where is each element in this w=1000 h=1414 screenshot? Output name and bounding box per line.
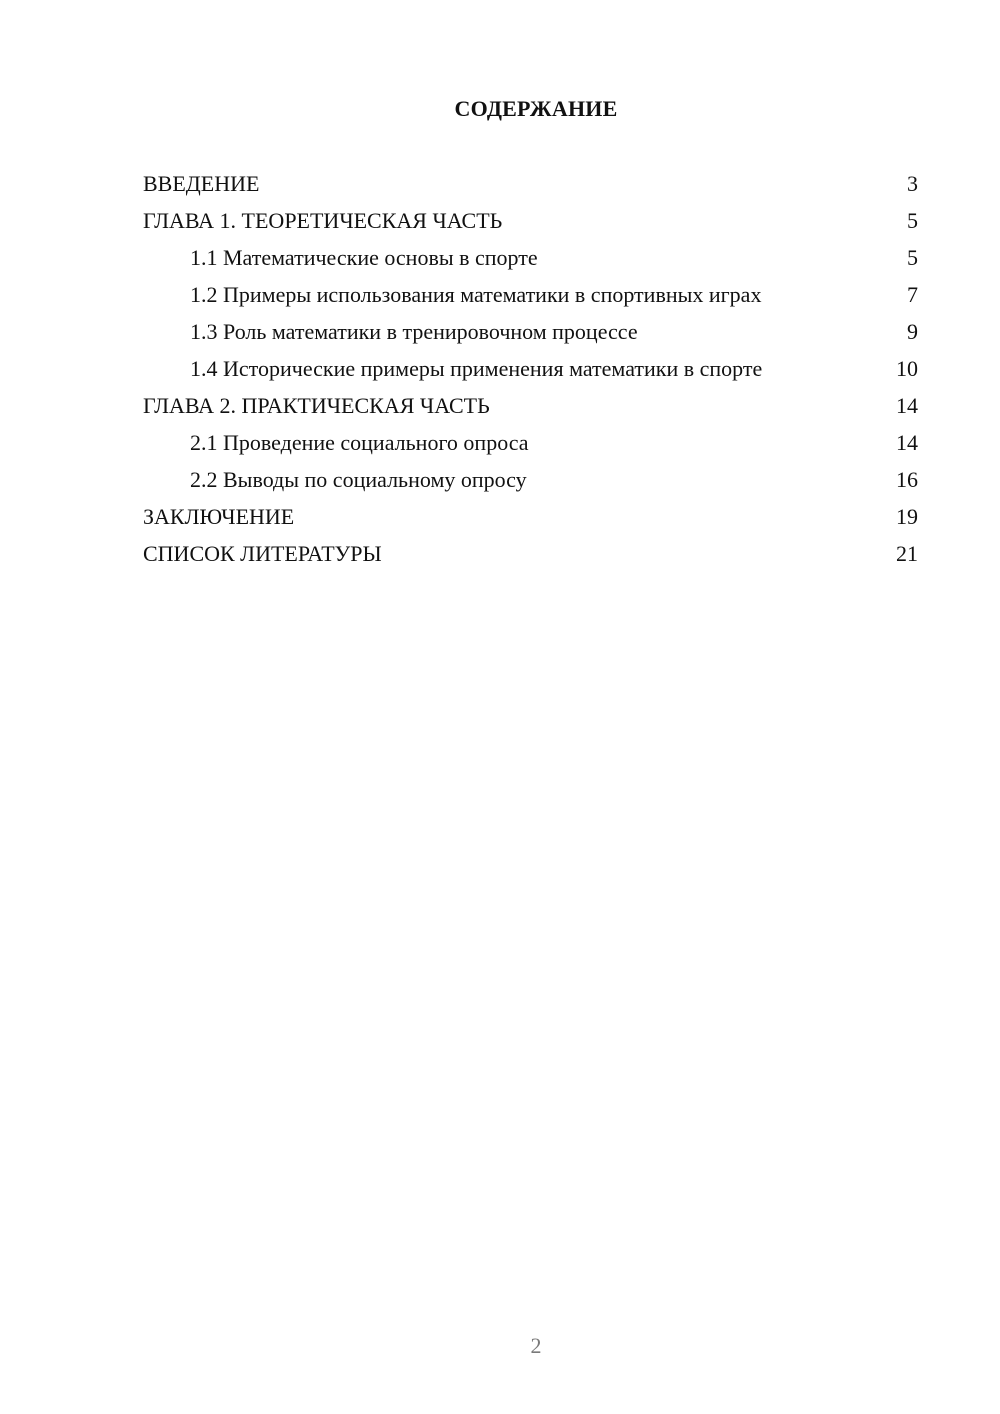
toc-entry-page: 9 bbox=[907, 319, 918, 344]
page-number: 2 bbox=[530, 1333, 542, 1358]
toc-entry-chapter-1[interactable] bbox=[143, 207, 918, 234]
toc-entry-page: 16 bbox=[896, 467, 918, 492]
page-title: СОДЕРЖАНИЕ bbox=[454, 96, 618, 121]
toc-entry-label: ЗАКЛЮЧЕНИЕ bbox=[143, 504, 295, 529]
toc-entry-label: ГЛАВА 1. ТЕОРЕТИЧЕСКАЯ ЧАСТЬ bbox=[143, 208, 503, 233]
toc-entry-page: 5 bbox=[907, 208, 918, 233]
toc-entry-label: 1.1 Математические основы в спорте bbox=[190, 245, 538, 270]
toc-entry-page: 7 bbox=[907, 282, 918, 307]
toc-entry-page: 21 bbox=[896, 541, 918, 566]
toc-entry-page: 10 bbox=[896, 356, 918, 381]
toc-entry-section-1-4[interactable] bbox=[143, 355, 918, 382]
toc-entry-introduction[interactable] bbox=[143, 170, 918, 197]
toc-entry-label: СПИСОК ЛИТЕРАТУРЫ bbox=[143, 541, 382, 566]
toc-entry-label: 1.3 Роль математики в тренировочном процессе bbox=[190, 319, 638, 344]
toc-entry-references[interactable] bbox=[143, 540, 918, 567]
toc-entry-chapter-2[interactable] bbox=[143, 392, 918, 419]
toc-entry-page: 19 bbox=[896, 504, 918, 529]
toc-entry-page: 14 bbox=[896, 393, 918, 418]
toc-entry-label: ВВЕДЕНИЕ bbox=[143, 171, 260, 196]
toc-entry-section-2-1[interactable] bbox=[143, 429, 918, 456]
toc-entry-label: ГЛАВА 2. ПРАКТИЧЕСКАЯ ЧАСТЬ bbox=[143, 393, 490, 418]
toc-entry-section-2-2[interactable] bbox=[143, 466, 918, 493]
toc-entry-page: 14 bbox=[896, 430, 918, 455]
toc-entry-label: 2.1 Проведение социального опроса bbox=[190, 430, 529, 455]
toc-entry-page: 3 bbox=[907, 171, 918, 196]
toc-entry-page: 5 bbox=[907, 245, 918, 270]
table-of-contents bbox=[143, 170, 918, 567]
toc-entry-section-1-3[interactable] bbox=[143, 318, 918, 345]
toc-entry-label: 1.4 Исторические примеры применения математики в спорте bbox=[190, 356, 763, 381]
toc-entry-conclusion[interactable] bbox=[143, 503, 918, 530]
toc-entry-label: 1.2 Примеры использования математики в спортивных играх bbox=[190, 282, 762, 307]
toc-entry-label: 2.2 Выводы по социальному опросу bbox=[190, 467, 527, 492]
toc-entry-section-1-2[interactable] bbox=[143, 281, 918, 308]
toc-entry-section-1-1[interactable] bbox=[143, 244, 918, 271]
